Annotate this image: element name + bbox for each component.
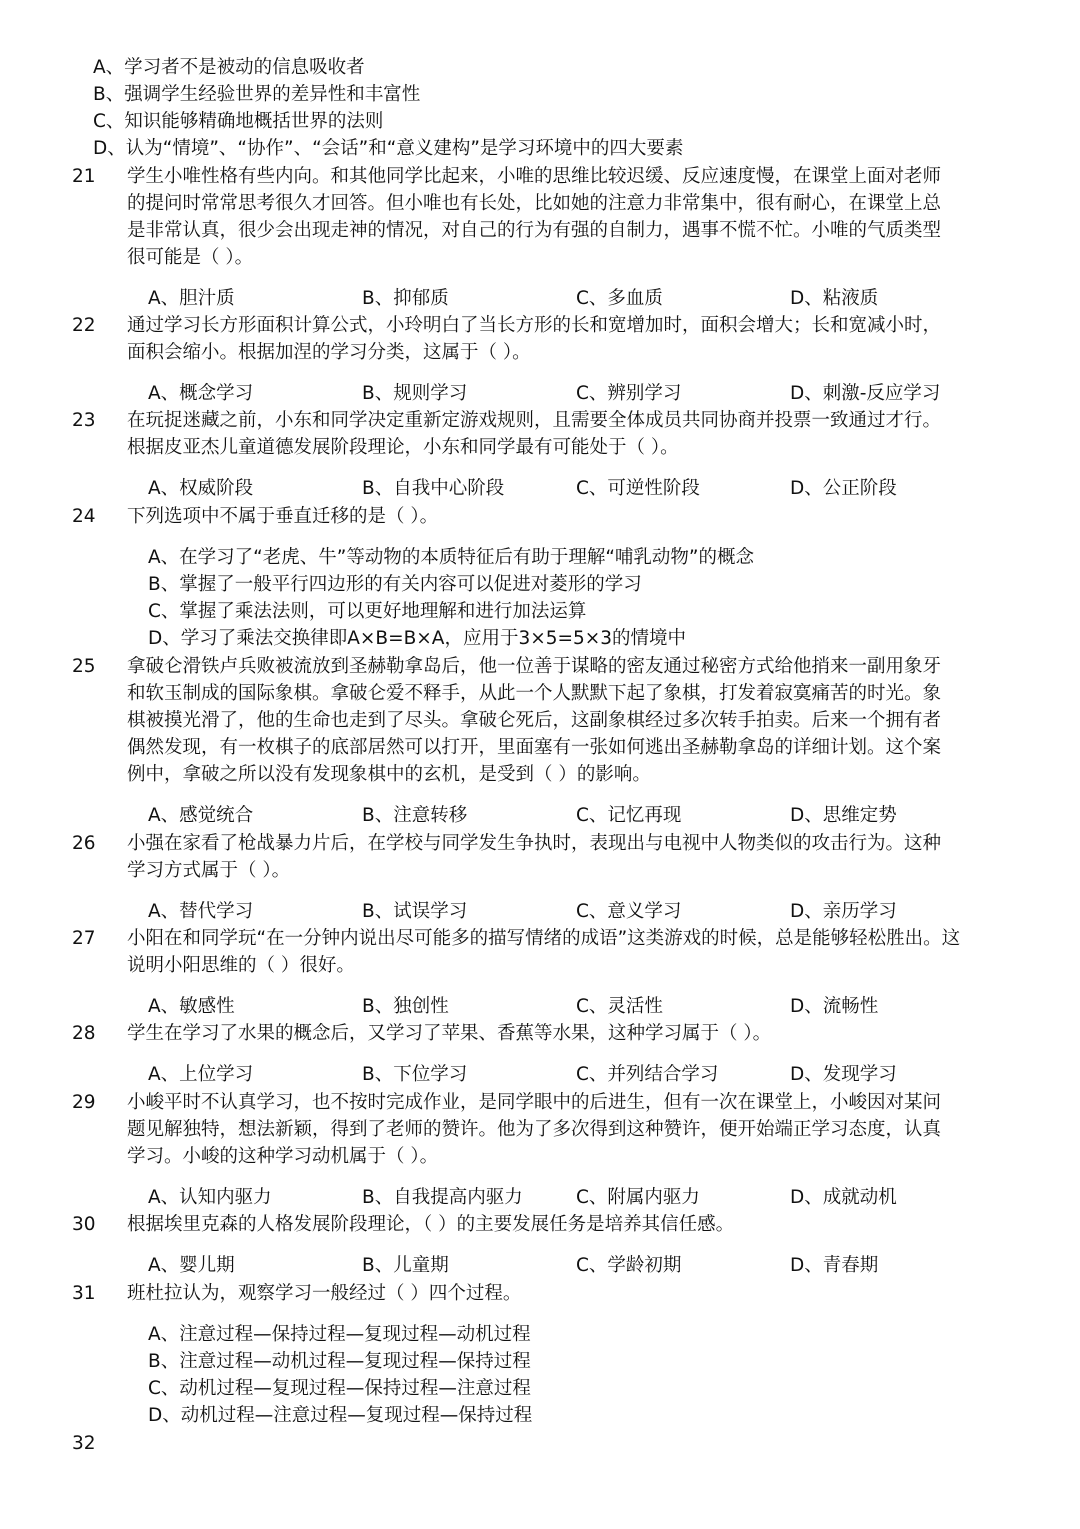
question-number: 25 bbox=[72, 656, 96, 677]
option-b: B、独创性 bbox=[362, 996, 449, 1017]
question-stem-line: 根据皮亚杰儿童道德发展阶段理论，小东和同学最有可能处于（ ）。 bbox=[127, 437, 679, 458]
q20-option-b: B、强调学生经验世界的差异性和丰富性 bbox=[93, 84, 421, 105]
question-stem-line: 和软玉制成的国际象棋。拿破仑爱不释手，从此一个人默默下起了象棋，打发着寂寞痛苦的时光。象 bbox=[127, 683, 942, 704]
question-number: 28 bbox=[72, 1023, 96, 1044]
option-b: B、下位学习 bbox=[362, 1064, 468, 1085]
option-a: A、胆汁质 bbox=[148, 288, 235, 309]
question-stem-line: 学习方式属于（ ）。 bbox=[127, 860, 291, 881]
option-c: C、并列结合学习 bbox=[576, 1064, 719, 1085]
option-c: C、意义学习 bbox=[576, 901, 682, 922]
question-number: 22 bbox=[72, 315, 96, 336]
question-stem-line: 很可能是（ ）。 bbox=[127, 247, 254, 268]
option-d: D、动机过程—注意过程—复现过程—保持过程 bbox=[148, 1405, 533, 1426]
option-d: D、亲历学习 bbox=[790, 901, 897, 922]
option-d: D、发现学习 bbox=[790, 1064, 897, 1085]
question-stem-line: 例中，拿破之所以没有发现象棋中的玄机，是受到（ ）的影响。 bbox=[127, 764, 651, 785]
question-stem-line: 下列选项中不属于垂直迁移的是（ ）。 bbox=[127, 506, 439, 527]
question-number: 30 bbox=[72, 1214, 96, 1235]
option-a: A、在学习了“老虎、牛”等动物的本质特征后有助于理解“哺乳动物”的概念 bbox=[148, 547, 754, 568]
option-c: C、辨别学习 bbox=[576, 383, 682, 404]
option-d: D、学习了乘法交换律即A×B=B×A，应用于3×5=5×3的情境中 bbox=[148, 628, 687, 649]
question-stem-line: 的提问时常常思考很久才回答。但小唯也有长处，比如她的注意力非常集中，很有耐心，在课堂上总 bbox=[127, 193, 942, 214]
question-stem-line: 小峻平时不认真学习，也不按时完成作业，是同学眼中的后进生，但有一次在课堂上，小峻因对某问 bbox=[127, 1092, 942, 1113]
option-c: C、动机过程—复现过程—保持过程—注意过程 bbox=[148, 1378, 531, 1399]
question-stem-line: 班杜拉认为，观察学习一般经过（ ）四个过程。 bbox=[127, 1283, 522, 1304]
question-stem-line: 小阳在和同学玩“在一分钟内说出尽可能多的描写情绪的成语”这类游戏的时候，总是能够轻松胜出。这 bbox=[127, 928, 961, 949]
question-stem-line: 题见解独特，想法新颖，得到了老师的赞许。他为了多次得到这种赞许，便开始端正学习态度，认真 bbox=[127, 1119, 942, 1140]
option-d: D、思维定势 bbox=[790, 805, 897, 826]
option-b: B、注意转移 bbox=[362, 805, 468, 826]
option-a: A、概念学习 bbox=[148, 383, 254, 404]
option-c: C、附属内驱力 bbox=[576, 1187, 700, 1208]
option-a: A、注意过程—保持过程—复现过程—动机过程 bbox=[148, 1324, 531, 1345]
option-c: C、灵活性 bbox=[576, 996, 663, 1017]
option-b: B、自我提高内驱力 bbox=[362, 1187, 523, 1208]
question-stem-line: 拿破仑滑铁卢兵败被流放到圣赫勒拿岛后，他一位善于谋略的密友通过秘密方式给他捎来一副用象牙 bbox=[127, 656, 942, 677]
option-d: D、流畅性 bbox=[790, 996, 879, 1017]
q20-option-a: A、学习者不是被动的信息吸收者 bbox=[93, 57, 365, 78]
option-c: C、掌握了乘法法则，可以更好地理解和进行加法运算 bbox=[148, 601, 587, 622]
option-d: D、公正阶段 bbox=[790, 478, 897, 499]
question-number: 29 bbox=[72, 1092, 96, 1113]
option-c: C、多血质 bbox=[576, 288, 663, 309]
q20-option-c: C、知识能够精确地概括世界的法则 bbox=[93, 111, 384, 132]
option-a: A、上位学习 bbox=[148, 1064, 254, 1085]
option-d: D、成就动机 bbox=[790, 1187, 897, 1208]
option-d: D、青春期 bbox=[790, 1255, 879, 1276]
question-stem-line: 说明小阳思维的（ ）很好。 bbox=[127, 955, 355, 976]
option-b: B、自我中心阶段 bbox=[362, 478, 505, 499]
question-stem-line: 通过学习长方形面积计算公式，小玲明白了当长方形的长和宽增加时，面积会增大；长和宽减小时， bbox=[127, 315, 942, 336]
option-a: A、替代学习 bbox=[148, 901, 254, 922]
question-stem-line: 在玩捉迷藏之前，小东和同学决定重新定游戏规则，且需要全体成员共同协商并投票一致通过才行。 bbox=[127, 410, 942, 431]
option-a: A、认知内驱力 bbox=[148, 1187, 272, 1208]
question-number: 26 bbox=[72, 833, 96, 854]
option-b: B、注意过程—动机过程—复现过程—保持过程 bbox=[148, 1351, 531, 1372]
question-stem-line: 是非常认真，很少会出现走神的情况，对自己的行为有强的自制力，遇事不慌不忙。小唯的气质类型 bbox=[127, 220, 942, 241]
question-stem-line: 学习。小峻的这种学习动机属于（ ）。 bbox=[127, 1146, 439, 1167]
question-number: 23 bbox=[72, 410, 96, 431]
question-stem-line: 学生小唯性格有些内向。和其他同学比起来，小唯的思维比较迟缓、反应速度慢，在课堂上面对老师 bbox=[127, 166, 942, 187]
option-c: C、记忆再现 bbox=[576, 805, 682, 826]
option-c: C、学龄初期 bbox=[576, 1255, 682, 1276]
question-stem-line: 棋被摸光滑了，他的生命也走到了尽头。拿破仑死后，这副象棋经过多次转手拍卖。后来一个拥有者 bbox=[127, 710, 942, 731]
option-a: A、感觉统合 bbox=[148, 805, 254, 826]
question-stem-line: 学生在学习了水果的概念后，又学习了苹果、香蕉等水果，这种学习属于（ ）。 bbox=[127, 1023, 772, 1044]
question-number: 21 bbox=[72, 166, 96, 187]
option-d: D、刺激-反应学习 bbox=[790, 383, 941, 404]
question-stem-line: 小强在家看了枪战暴力片后，在学校与同学发生争执时，表现出与电视中人物类似的攻击行为。这种 bbox=[127, 833, 942, 854]
option-a: A、敏感性 bbox=[148, 996, 235, 1017]
q20-option-d: D、认为“情境”、“协作”、“会话”和“意义建构”是学习环境中的四大要素 bbox=[93, 138, 684, 159]
option-b: B、掌握了一般平行四边形的有关内容可以促进对菱形的学习 bbox=[148, 574, 642, 595]
question-number: 24 bbox=[72, 506, 96, 527]
option-d: D、粘液质 bbox=[790, 288, 879, 309]
option-c: C、可逆性阶段 bbox=[576, 478, 700, 499]
option-a: A、权威阶段 bbox=[148, 478, 254, 499]
option-b: B、抑郁质 bbox=[362, 288, 449, 309]
option-b: B、儿童期 bbox=[362, 1255, 449, 1276]
question-stem-line: 偶然发现，有一枚棋子的底部居然可以打开，里面塞有一张如何逃出圣赫勒拿岛的详细计划。这个案 bbox=[127, 737, 942, 758]
option-b: B、试误学习 bbox=[362, 901, 468, 922]
question-number: 32 bbox=[72, 1433, 96, 1454]
option-b: B、规则学习 bbox=[362, 383, 468, 404]
question-number: 27 bbox=[72, 928, 96, 949]
question-stem-line: 根据埃里克森的人格发展阶段理论，（ ）的主要发展任务是培养其信任感。 bbox=[127, 1214, 735, 1235]
question-number: 31 bbox=[72, 1283, 96, 1304]
question-stem-line: 面积会缩小。根据加涅的学习分类，这属于（ ）。 bbox=[127, 342, 531, 363]
option-a: A、婴儿期 bbox=[148, 1255, 235, 1276]
